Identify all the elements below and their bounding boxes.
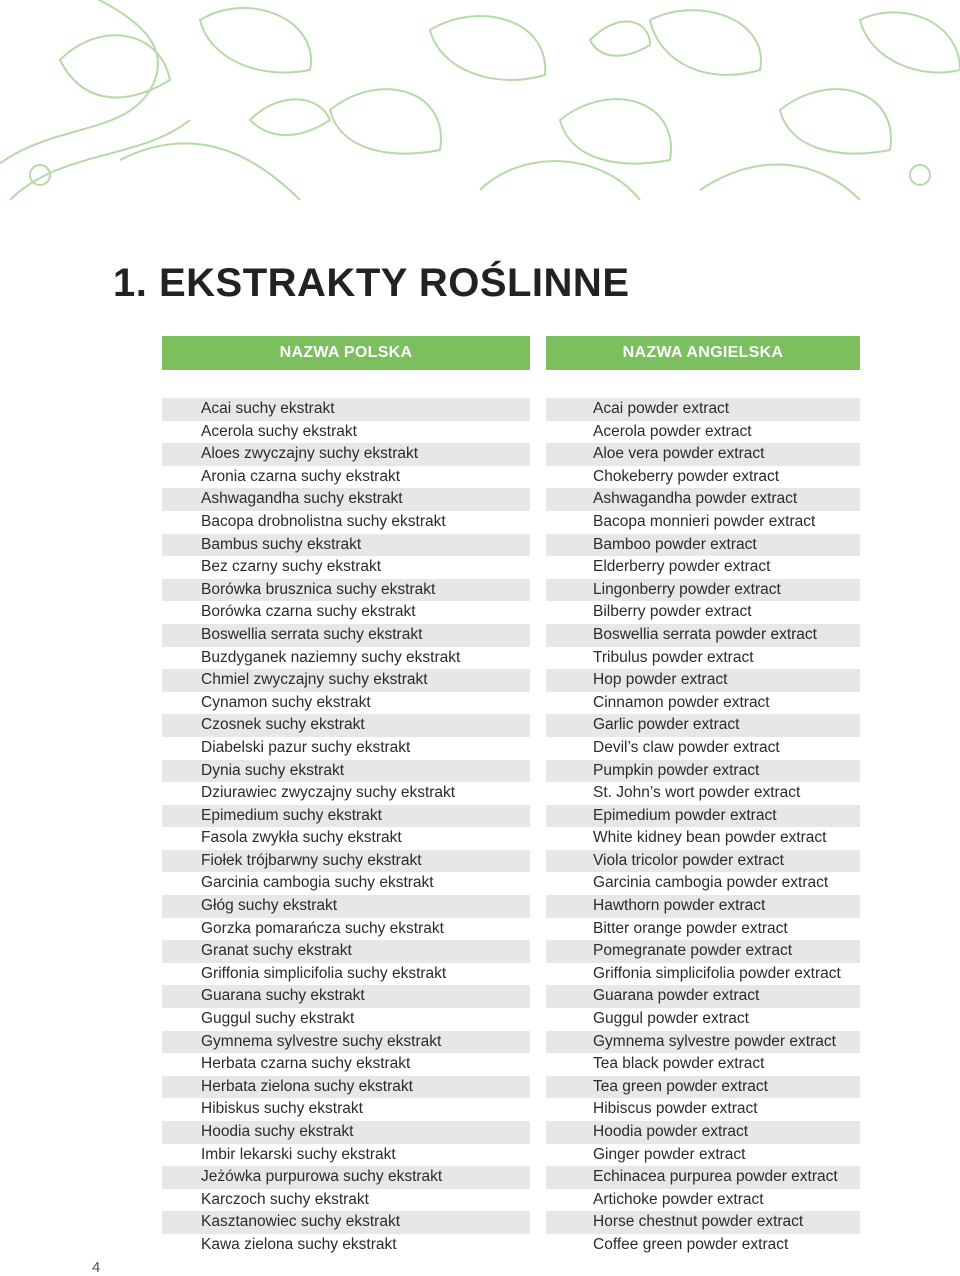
table-cell-english: Viola tricolor powder extract [546, 850, 860, 873]
table-cell-polish: Acai suchy ekstrakt [162, 398, 530, 421]
table-cell-english: Aloe vera powder extract [546, 443, 860, 466]
table-cell-polish: Borówka brusznica suchy ekstrakt [162, 579, 530, 602]
page-number: 4 [92, 1259, 101, 1276]
table-cell-polish: Herbata zielona suchy ekstrakt [162, 1076, 530, 1099]
table-cell-english: Boswellia serrata powder extract [546, 624, 860, 647]
table-cell-english: Pumpkin powder extract [546, 760, 860, 783]
table-cell-english: Griffonia simplicifolia powder extract [593, 964, 841, 982]
table-cell-polish: Imbir lekarski suchy ekstrakt [201, 1145, 396, 1163]
table-cell-english: Chokeberry powder extract [593, 467, 780, 485]
table-cell-polish: Chmiel zwyczajny suchy ekstrakt [162, 669, 530, 692]
polish-names-column [162, 398, 530, 1257]
table-cell-polish: Bez czarny suchy ekstrakt [201, 558, 382, 576]
table-cell-polish: Diabelski pazur suchy ekstrakt [201, 738, 411, 756]
table-cell-english: Tribulus powder extract [593, 648, 754, 666]
table-cell-polish: Borówka czarna suchy ekstrakt [201, 603, 416, 621]
page-title: 1. EKSTRAKTY ROŚLINNE [113, 261, 630, 305]
table-cell-polish: Garcinia cambogia suchy ekstrakt [201, 874, 434, 892]
table-cell-polish: Fiołek trójbarwny suchy ekstrakt [162, 850, 530, 873]
table-cell-polish: Buzdyganek naziemny suchy ekstrakt [201, 648, 461, 666]
table-cell-polish: Fasola zwykła suchy ekstrakt [201, 829, 402, 847]
table-cell-polish: Aronia czarna suchy ekstrakt [201, 467, 401, 485]
table-cell-english: Tea black powder extract [593, 1055, 765, 1073]
leaf-pattern-icon [0, 0, 960, 200]
table-cell-english: Coffee green powder extract [593, 1235, 789, 1253]
table-cell-english: Cinnamon powder extract [593, 693, 770, 711]
table-cell-polish: Ashwagandha suchy ekstrakt [162, 488, 530, 511]
table-cell-english: Ashwagandha powder extract [546, 488, 860, 511]
table-cell-polish: Guarana suchy ekstrakt [162, 985, 530, 1008]
table-cell-polish: Aloes zwyczajny suchy ekstrakt [162, 443, 530, 466]
table-cell-polish: Karczoch suchy ekstrakt [201, 1190, 369, 1208]
table-cell-english: Bitter orange powder extract [593, 919, 788, 937]
table-cell-english: Bamboo powder extract [546, 534, 860, 557]
table-cell-english: Acerola powder extract [593, 422, 752, 440]
table-cell-english: Ginger powder extract [593, 1145, 746, 1163]
table-cell-english: Horse chestnut powder extract [546, 1211, 860, 1234]
english-names-column [546, 398, 860, 1257]
column-header-polish: NAZWA POLSKA [162, 336, 530, 370]
table-cell-polish: Hibiskus suchy ekstrakt [201, 1100, 363, 1118]
table-cell-english: Guggul powder extract [593, 1010, 749, 1028]
table-cell-polish: Czosnek suchy ekstrakt [162, 714, 530, 737]
table-cell-english: Bacopa monnieri powder extract [593, 512, 816, 530]
table-cell-english: White kidney bean powder extract [593, 829, 827, 847]
table-cell-english: Hoodia powder extract [546, 1121, 860, 1144]
table-cell-english: Garlic powder extract [546, 714, 860, 737]
table-cell-polish: Acerola suchy ekstrakt [201, 422, 357, 440]
table-cell-polish: Granat suchy ekstrakt [162, 940, 530, 963]
table-cell-polish: Bambus suchy ekstrakt [162, 534, 530, 557]
table-cell-english: Epimedium powder extract [546, 805, 860, 828]
table-cell-polish: Dziurawiec zwyczajny suchy ekstrakt [201, 784, 456, 802]
table-cell-polish: Głóg suchy ekstrakt [162, 895, 530, 918]
table-cell-polish: Boswellia serrata suchy ekstrakt [162, 624, 530, 647]
table-cell-polish: Guggul suchy ekstrakt [201, 1010, 355, 1028]
table-cell-english: Hawthorn powder extract [546, 895, 860, 918]
table-cell-polish: Kawa zielona suchy ekstrakt [201, 1235, 397, 1253]
table-cell-english: Tea green powder extract [546, 1076, 860, 1099]
table-cell-polish: Herbata czarna suchy ekstrakt [201, 1055, 411, 1073]
table-cell-polish: Jeżówka purpurowa suchy ekstrakt [162, 1166, 530, 1189]
column-header-english: NAZWA ANGIELSKA [546, 336, 860, 370]
table-cell-polish: Bacopa drobnolistna suchy ekstrakt [201, 512, 446, 530]
table-cell-polish: Kasztanowiec suchy ekstrakt [162, 1211, 530, 1234]
table-cell-polish: Griffonia simplicifolia suchy ekstrakt [201, 964, 447, 982]
table-cell-english: Guarana powder extract [546, 985, 860, 1008]
table-cell-english: Gymnema sylvestre powder extract [546, 1031, 860, 1054]
table-cell-polish: Dynia suchy ekstrakt [162, 760, 530, 783]
table-cell-english: Devil’s claw powder extract [593, 738, 780, 756]
table-cell-english: Pomegranate powder extract [546, 940, 860, 963]
table-cell-english: Echinacea purpurea powder extract [546, 1166, 860, 1189]
table-cell-english: Acai powder extract [546, 398, 860, 421]
table-cell-polish: Epimedium suchy ekstrakt [162, 805, 530, 828]
table-cell-english: Artichoke powder extract [593, 1190, 764, 1208]
table-cell-english: St. John’s wort powder extract [593, 784, 801, 802]
table-cell-english: Hop powder extract [546, 669, 860, 692]
table-cell-english: Elderberry powder extract [593, 558, 771, 576]
table-cell-english: Garcinia cambogia powder extract [593, 874, 829, 892]
table-cell-polish: Gorzka pomarańcza suchy ekstrakt [201, 919, 444, 937]
table-cell-polish: Hoodia suchy ekstrakt [162, 1121, 530, 1144]
table-cell-english: Bilberry powder extract [593, 603, 752, 621]
table-cell-polish: Cynamon suchy ekstrakt [201, 693, 371, 711]
table-cell-english: Hibiscus powder extract [593, 1100, 758, 1118]
table-cell-english: Lingonberry powder extract [546, 579, 860, 602]
table-cell-polish: Gymnema sylvestre suchy ekstrakt [162, 1031, 530, 1054]
